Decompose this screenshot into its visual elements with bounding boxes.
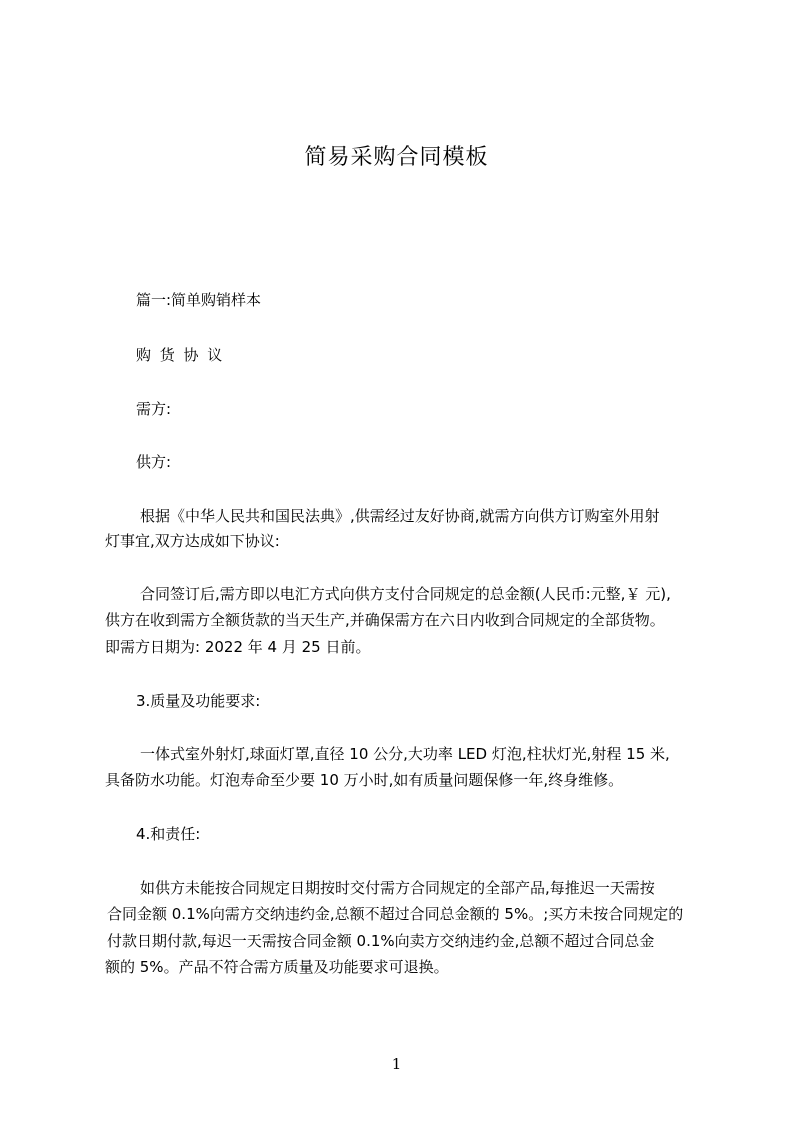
paragraph-line: 一体式室外射灯,球面灯罩,直径 10 公分,大功率 LED 灯泡,柱状灯光,射程 15 米, bbox=[140, 745, 670, 763]
paragraph-line: 合同金额 0.1%向需方交纳违约金,总额不超过合同总金额的 5%。;买方未按合同规定的 bbox=[107, 905, 684, 923]
page-number: 1 bbox=[391, 1055, 402, 1073]
quality-heading: 3.质量及功能要求: bbox=[136, 692, 261, 710]
supplier-label: 供方: bbox=[136, 453, 172, 471]
paragraph-line: 根据《中华人民共和国民法典》,供需经过友好协商,就需方向供方订购室外用射 bbox=[140, 507, 660, 525]
liability-heading: 4.和责任: bbox=[136, 825, 201, 843]
paragraph-line: 供方在收到需方全额货款的当天生产,并确保需方在六日内收到合同规定的全部货物。 bbox=[105, 611, 665, 629]
buyer-label: 需方: bbox=[136, 400, 172, 418]
paragraph-line: 如供方未能按合同规定日期按时交付需方合同规定的全部产品,每推迟一天需按 bbox=[140, 879, 655, 897]
paragraph-line: 额的 5%。产品不符合需方质量及功能要求可退换。 bbox=[105, 958, 449, 976]
paragraph-line: 付款日期付款,每迟一天需按合同金额 0.1%向卖方交纳违约金,总额不超过合同总金 bbox=[107, 932, 655, 950]
document-title: 简易采购合同模板 bbox=[304, 145, 489, 170]
paragraph-line: 具备防水功能。灯泡寿命至少要 10 万小时,如有质量问题保修一年,终身维修。 bbox=[105, 771, 624, 789]
section-heading: 篇一:简单购销样本 bbox=[136, 291, 262, 309]
paragraph-line: 合同签订后,需方即以电汇方式向供方支付合同规定的总金额(人民币:元整,￥ 元), bbox=[140, 585, 671, 603]
paragraph-line: 灯事宜,双方达成如下协议: bbox=[105, 532, 280, 550]
agreement-title: 购 货 协 议 bbox=[136, 346, 225, 364]
paragraph-line: 即需方日期为: 2022 年 4 月 25 日前。 bbox=[105, 638, 371, 656]
